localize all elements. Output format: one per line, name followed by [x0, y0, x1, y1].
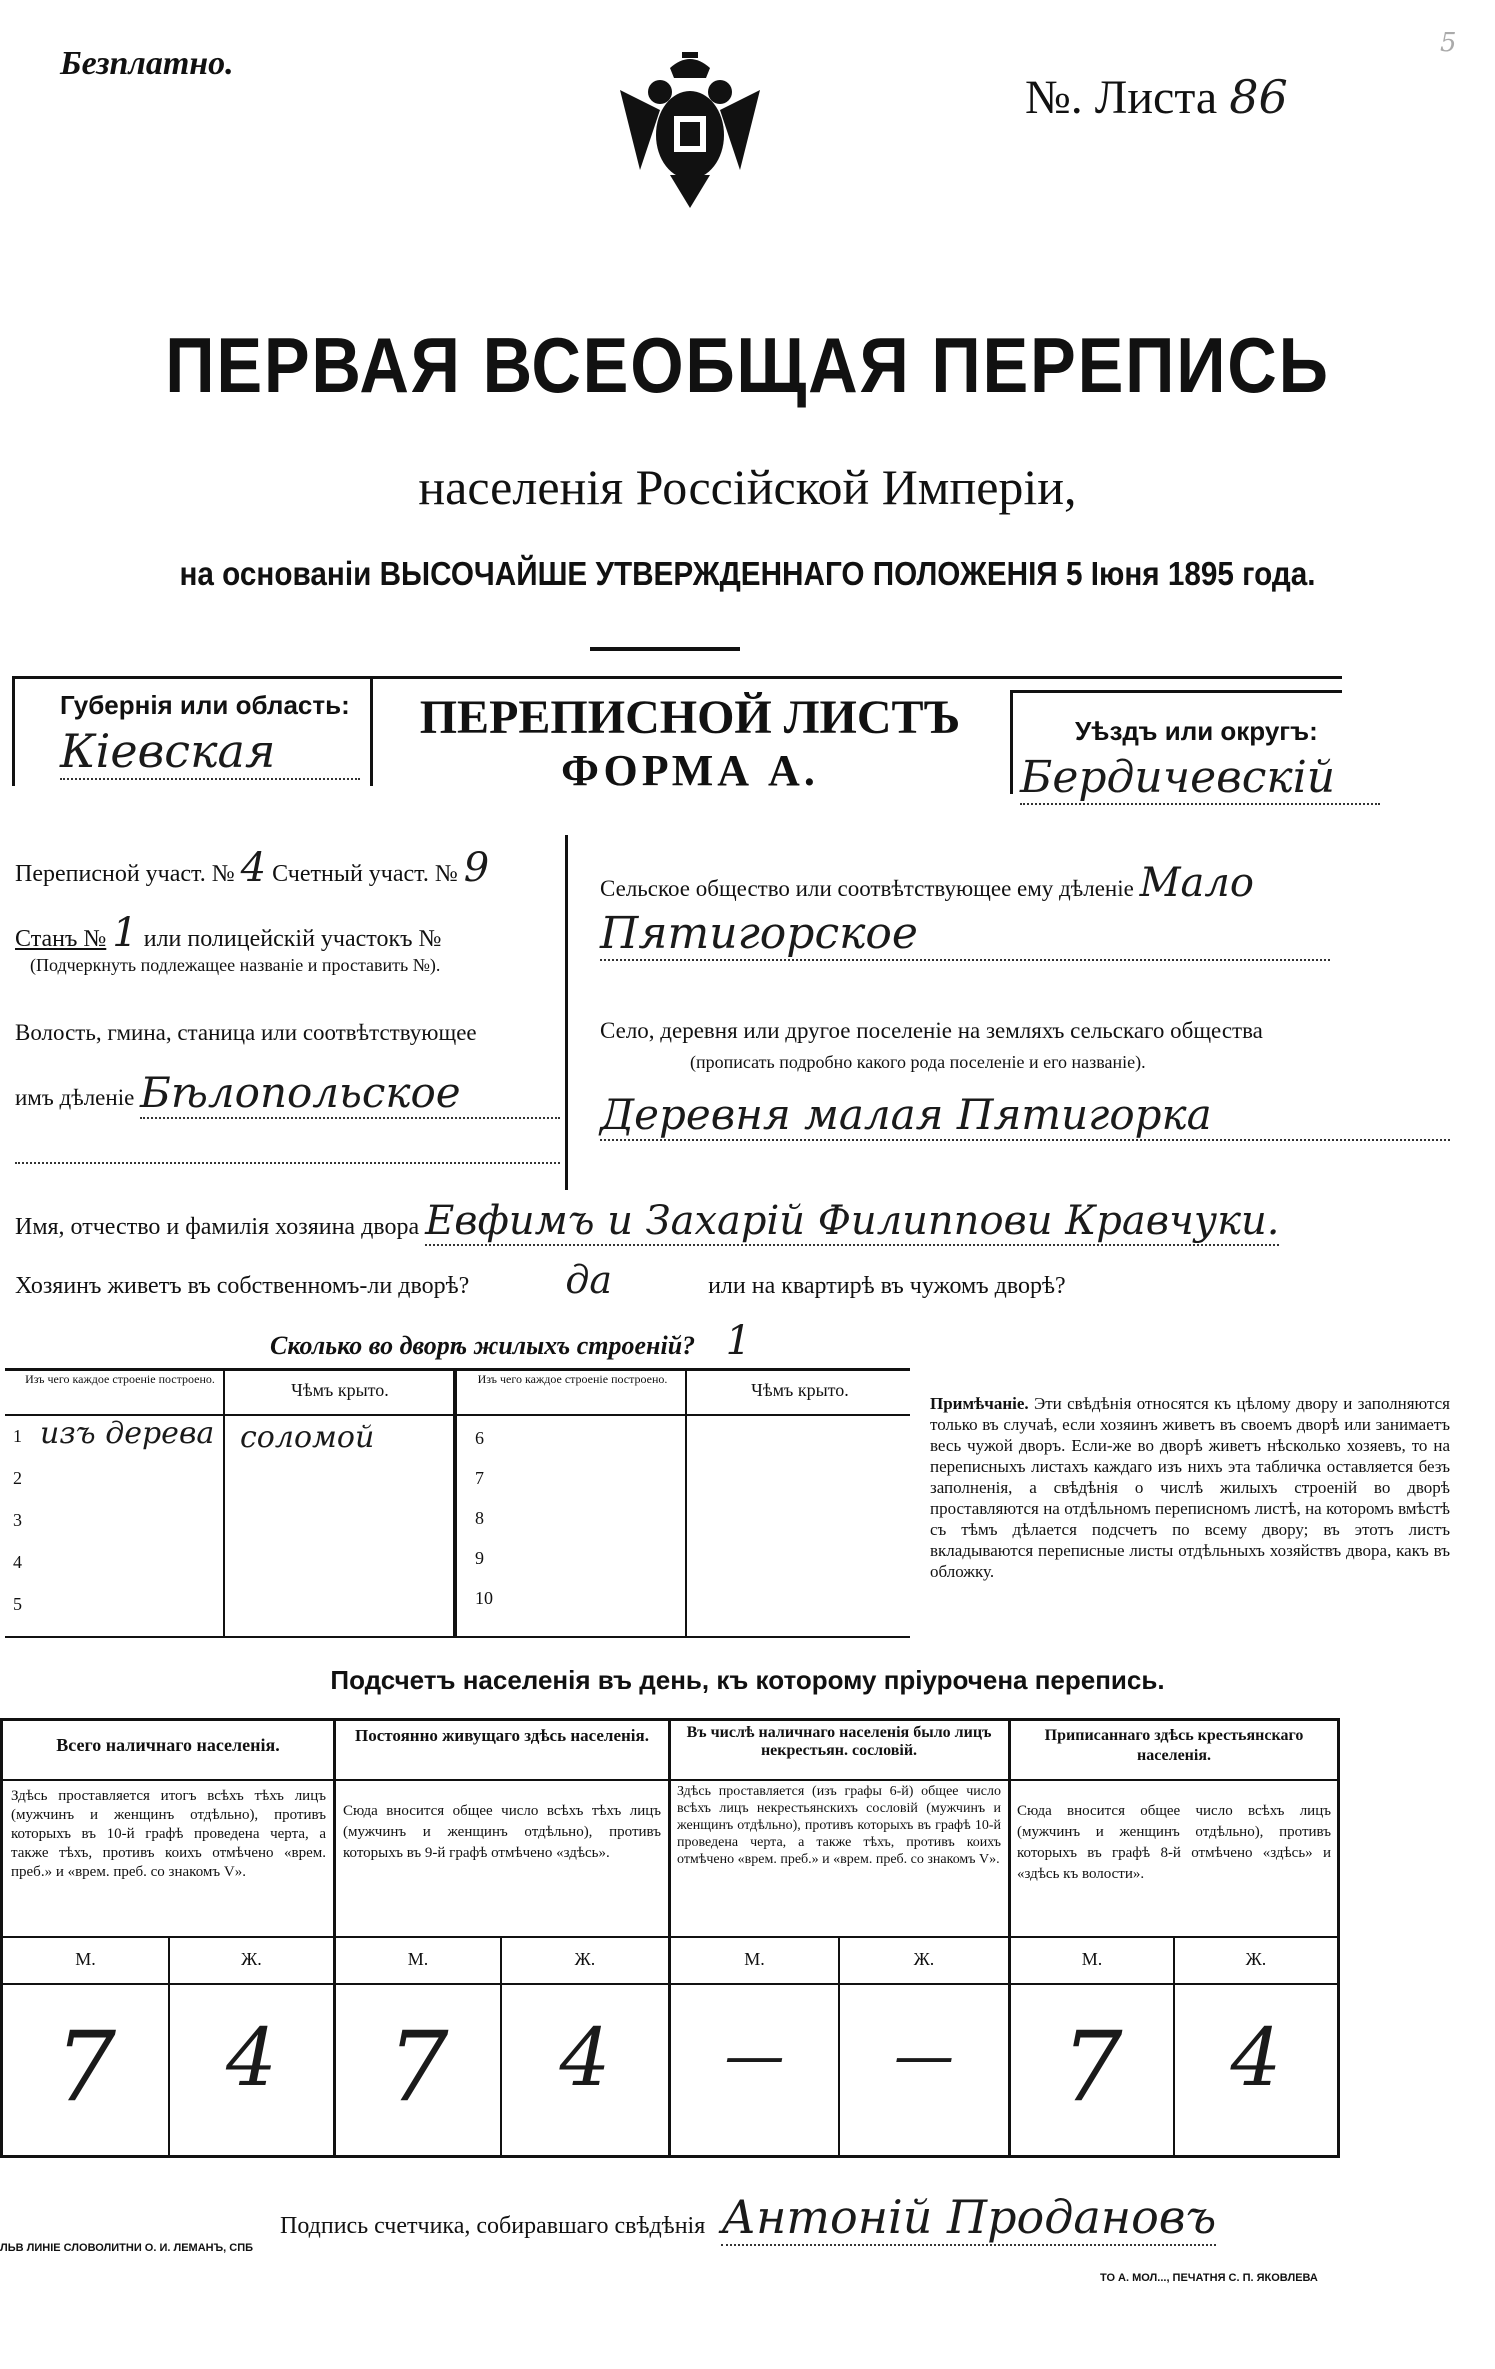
- perepis-uch-row: [15, 845, 489, 891]
- female-label: Ж.: [1245, 1949, 1267, 1969]
- uezd-value: Бердичевскій: [1020, 752, 1380, 805]
- count-male-value: 7: [387, 2011, 449, 2123]
- form-box-left-wall: [12, 676, 15, 786]
- row-roof: соломой: [240, 1420, 375, 1455]
- fields-vertical-divider: [565, 835, 568, 1190]
- col-material-right: Изъ чего каждое строеніе построено.: [477, 1372, 668, 1386]
- obshchestvo-value2: Пятигорское: [600, 908, 1330, 961]
- count-heading: Подсчетъ населенія въ день, къ которому пріурочена перепись.: [330, 1665, 1165, 1695]
- count-col-title: Постоянно живущаго здѣсь населенія.: [355, 1726, 649, 1745]
- buildings-value: 1: [725, 1318, 752, 1364]
- owner-value: Евфимъ и Захарій Филиппови Кравчуки.: [425, 1198, 1280, 1244]
- count-female-value: 4: [226, 2011, 277, 2104]
- row-number: 5: [13, 1594, 22, 1614]
- row-number: 2: [13, 1468, 22, 1488]
- corner-mark: 5: [1440, 28, 1457, 58]
- row-number: 9: [475, 1548, 484, 1568]
- signature-value: Антоній Продановъ: [721, 2190, 1217, 2244]
- note-title: Примѣчаніе.: [930, 1394, 1029, 1413]
- schet-uch-value: 9: [463, 845, 490, 891]
- table-col-rule-right: [685, 1368, 687, 1638]
- row-number: 1: [13, 1426, 22, 1446]
- owner-row: [15, 1198, 1279, 1244]
- obshchestvo-row: [600, 860, 1254, 906]
- eagle-emblem-icon: [600, 50, 780, 210]
- table-bottom-rule: [5, 1636, 910, 1638]
- volost-label: Волость, гмина, станица или соотвѣтствующее: [15, 1020, 477, 1045]
- female-label: Ж.: [241, 1949, 262, 1969]
- printer-right: ТО А. МОЛ..., ПЕЧАТНЯ С. П. ЯКОВЛЕВА: [1100, 2272, 1318, 2284]
- gubernia-value: Кіевская: [60, 724, 360, 780]
- row-number: 10: [475, 1588, 493, 1608]
- rented-label: или на квартирѣ въ чужомъ дворѣ?: [708, 1273, 1066, 1299]
- volost-value: Бѣлопольское: [140, 1068, 560, 1119]
- obshchestvo-label: Сельское общество или соотвѣтствующее ему дѣленіе: [600, 876, 1134, 901]
- buildings-table: [5, 1368, 910, 1638]
- basis-line: на основаніи ВЫСОЧАЙШЕ УТВЕРЖДЕННАГО ПОЛОЖЕНІЯ 5 Іюня 1895 года.: [179, 555, 1316, 592]
- ornament-divider: [590, 647, 740, 651]
- female-label: Ж.: [574, 1949, 596, 1969]
- form-title: ПЕРЕПИСНОЙ ЛИСТЪ: [419, 691, 961, 744]
- volost-label2: имъ дѣленіе: [15, 1085, 135, 1110]
- note-text: Эти свѣдѣнія относятся къ цѣлому двору и заполняются только въ случаѣ, если хозяинъ живетъ въ своемъ дворѣ или занимаетъ весь чужой дворъ. Если-же во дворѣ живетъ нѣсколько хозяевъ, то на переписныхъ листахъ каждаго изъ нихъ эта табличка оставляется безъ заполненія, а свѣдѣнія о числѣ жилыхъ строеній во дворѣ проставляются на отдѣльномъ переписномъ листѣ, на которомъ вмѣстѣ съ тѣмъ дѣлается подсчетъ по всему двору; въ этотъ листъ вкладываются переписные листы отдѣльныхъ хозяйствъ двора, какъ въ обложку.: [930, 1394, 1451, 1581]
- count-female-value: —: [894, 2021, 954, 2091]
- own-yard-row: [15, 1258, 1066, 1302]
- row-number: 3: [13, 1510, 22, 1530]
- male-label: М.: [1081, 1949, 1103, 1969]
- count-col-desc: Сюда вносится общее число всѣхъ лицъ (мужчинъ и женщинъ отдѣльно), противъ которыхъ въ графѣ 8-й отмѣчено «здѣсь» и «здѣсь къ волости».: [1017, 1803, 1331, 1882]
- uezd-label: Уѣздъ или округъ:: [1075, 716, 1318, 746]
- count-female-value: 4: [559, 2011, 611, 2104]
- selo-value: Деревня малая Пятигорка: [600, 1090, 1450, 1141]
- male-label: М.: [744, 1949, 765, 1969]
- form-box-divider-right: [1010, 690, 1013, 794]
- count-male-value: —: [724, 2021, 785, 2091]
- sheet-number: [1025, 70, 1288, 125]
- stan-value: 1: [112, 910, 138, 956]
- owner-label: Имя, отчество и фамилія хозяина двора: [15, 1214, 420, 1240]
- row-number: 7: [475, 1468, 484, 1488]
- count-male-value: 7: [54, 2011, 117, 2123]
- count-table: [0, 1718, 1340, 2158]
- count-desc-rule: [3, 1936, 1337, 1938]
- police-label: или полицейскій участокъ №: [143, 926, 442, 952]
- female-label: Ж.: [913, 1949, 935, 1969]
- table-mid-rule: [453, 1368, 457, 1638]
- form-box-divider-left: [370, 676, 373, 786]
- perepis-uch-value: 4: [240, 845, 267, 891]
- row-number: 4: [13, 1552, 22, 1572]
- form-subtitle: ФОРМА А.: [561, 746, 819, 795]
- count-mf-rule: [3, 1983, 1337, 1985]
- schet-uch-label: Счетный участ. №: [272, 861, 458, 887]
- selo-label: Село, деревня или другое поселеніе на земляхъ сельскаго общества: [600, 1018, 1263, 1043]
- count-female-value: 4: [1230, 2011, 1282, 2104]
- buildings-label: Сколько во дворѣ жилыхъ строеній?: [270, 1331, 696, 1360]
- main-title: ПЕРВАЯ ВСЕОБЩАЯ ПЕРЕПИСЬ: [165, 321, 1330, 409]
- row-number: 6: [475, 1428, 484, 1448]
- buildings-row: [270, 1318, 751, 1364]
- signature-label: Подпись счетчика, собиравшаго свѣдѣнія: [280, 2213, 706, 2239]
- note-block: [930, 1393, 1450, 1582]
- selo-note: (прописать подробно какого рода поселеніе и его названіе).: [690, 1052, 1146, 1072]
- col-material-left: Изъ чего каждое строеніе построено.: [25, 1372, 215, 1386]
- count-col-title: Всего наличнаго населенія.: [56, 1735, 280, 1755]
- sheet-number-label: №. Листа: [1025, 71, 1218, 124]
- male-label: М.: [75, 1949, 96, 1969]
- table-top-rule: [5, 1368, 910, 1371]
- row-number: 8: [475, 1508, 484, 1528]
- stan-row: [15, 910, 441, 956]
- count-col-desc: Здѣсь проставляется (изъ графы 6-й) общее число всѣхъ лицъ некрестьянскихъ сословій (мужчинъ и женщинъ отдѣльно), противъ которыхъ въ графѣ 10-й проведена черта, а также тѣхъ, противъ коихъ отмѣчено «врем. преб.» и «врем. преб. со знакомъ V».: [677, 1784, 1001, 1867]
- sheet-number-value: 86: [1229, 70, 1288, 124]
- male-label: М.: [407, 1949, 429, 1969]
- printer-left: ЛЬВ ЛИНІЕ СЛОВОЛИТНИ О. И. ЛЕМАНЪ, СПБ: [0, 2242, 254, 2254]
- volost-blank-line: [15, 1160, 560, 1164]
- count-col-desc: Сюда вносится общее число всѣхъ тѣхъ лицъ (мужчинъ и женщинъ отдѣльно), противъ которыхъ въ 9-й графѣ отмѣчено «здѣсь».: [343, 1803, 661, 1861]
- own-yard-label: Хозяинъ живетъ въ собственномъ-ли дворѣ?: [15, 1273, 470, 1299]
- free-label: Безплатно.: [60, 45, 234, 82]
- count-col-title: Въ числѣ наличнаго населенія было лицъ некрестьян. сословій.: [686, 1724, 992, 1759]
- count-col-title: Приписаннаго здѣсь крестьянскаго населенія.: [1044, 1727, 1304, 1764]
- form-box-right-wall: [1010, 690, 1342, 693]
- obshchestvo-value: Мало: [1139, 860, 1254, 906]
- subtitle: населенія Россійской Имперіи,: [418, 459, 1077, 515]
- col-roof-right: Чѣмъ крыто.: [751, 1380, 849, 1400]
- signature-row: [280, 2190, 1216, 2244]
- gubernia-label: Губернія или область:: [60, 690, 350, 720]
- underline-note: (Подчеркнуть подлежащее названіе и проставить №).: [30, 955, 441, 975]
- own-yard-value: да: [565, 1258, 613, 1302]
- perepis-uch-label: Переписной участ. №: [15, 861, 235, 887]
- table-col-rule-left: [223, 1368, 225, 1638]
- count-title-rule: [3, 1779, 1337, 1781]
- row-material: изъ дерева: [40, 1416, 215, 1451]
- count-male-value: 7: [1061, 2011, 1123, 2123]
- col-roof-left: Чѣмъ крыто.: [291, 1380, 389, 1400]
- stan-label: Станъ №: [15, 926, 107, 952]
- count-col-desc: Здѣсь проставляется итогъ всѣхъ тѣхъ лицъ (мужчинъ и женщинъ отдѣльно), противъ которыхъ въ 10-й графѣ проведена черта, а также тѣхъ, противъ коихъ отмѣчено «врем. преб.» и «врем. преб. со знакомъ V».: [11, 1788, 326, 1880]
